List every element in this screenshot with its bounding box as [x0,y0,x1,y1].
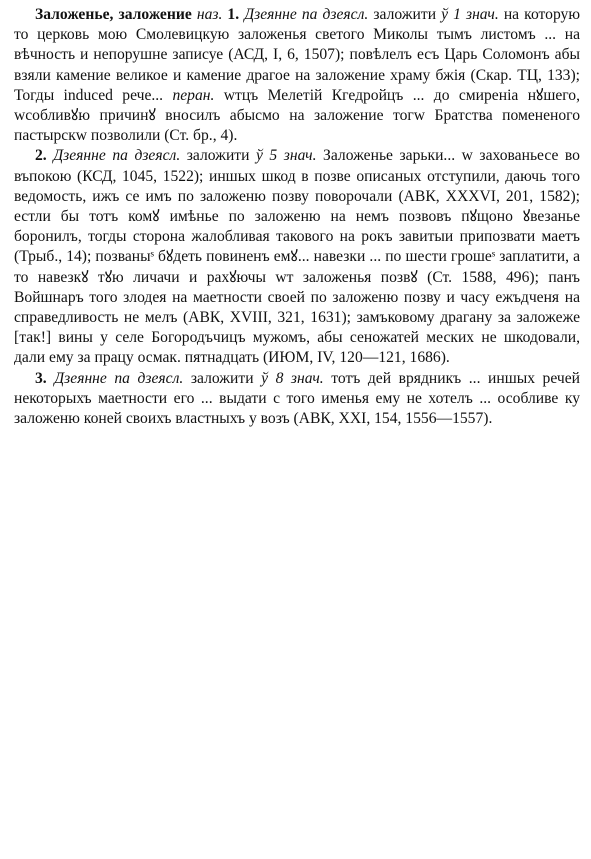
sense-ref: ў 8 знач. [261,369,324,387]
headword: Заложенье, заложение [35,6,192,23]
sense-definition: Дзеянне па дзеясл. [244,6,369,23]
figurative-text: wтцъ Мелетій Кгедройцъ ... до смиреніа нꙋшего, wсобливꙋю причинꙋ вносилъ абысмо на заложение тогw Братства помененого пастырскw позволили (Ст. бр., 4). [14,86,580,145]
sense-number: 1. [227,6,240,23]
figurative-label: перан. [172,86,215,104]
part-of-speech: наз. [196,6,223,23]
sense-number: 2. [35,147,47,165]
sense-body: тотъ дей врядникъ ... иншых речей некоторыхъ маетности его ... выдати с того именья ему не хотелъ ... особливе ку заложеню коней своихъ властныхъ у возъ (АВК, XXI, 154, 1556—1557). [14,369,580,428]
sense-definition: Дзеянне па дзеясл. [54,369,184,387]
sense-body: Заложенье зарьки... w захованьесе во въпокою (КСД, 1045, 1522); иншых шкод в позве описаных отступили, даючь того ведомость, ижъ се имъ по заложеню позву поворочали (АВК, XXXVI, 201, 1582); естли бы тотъ комꙋ имѣнье по заложеню на немъ позвовъ пꙋщоно ꙋвезанье боронилъ, тогды сторона жалобливая такового на рокъ завитыи припозвати маетъ (Трыб., 14); позваныˢ бꙋдеть повиненъ емꙋ... навезки ... по шести грошеˢ заплатити, а то навезкꙋ тꙋю личачи и рахꙋючы wт заложенья позвꙋ (Ст. 1588, 496); панъ Войшнаръ того злодея на маетности своей по заложеню позву и часу ежъдченя на справедливость не мелъ (АВК, XVIII, 321, 1631); замъковому драгану за заложеже [так!] вины у селе Богородъчицъ мужомъ, абы сеножатей меских не шкодовали, дали ему за працу осмак. пятнадцать (ИЮМ, IV, 120—121, 1686). [14,147,580,367]
sense-ref: ў 1 знач. [441,6,499,23]
sense-2 [14,146,580,368]
sense-lead: заложити [183,369,262,387]
sense-body: на которую то церковь мою Смолевицкую заложенья светого Миколы тымъ листомъ ... на вѣчность и непорушне записуе (АСД, I, 6, 1507); повѣлелъ есъ Царь Соломонъ абы взяли камение великое и камение драгое на заложение храму бжія (Скар. ТЦ, 133); Тогды induced рече... [14,6,580,104]
sense-number: 3. [35,369,47,387]
sense-lead: заложити [180,147,256,165]
sense-definition: Дзеянне па дзеясл. [53,147,181,165]
sense-lead: заложити [368,6,442,23]
sense-ref: ў 5 знач. [255,147,317,165]
sense-3 [14,369,580,430]
sense-1 [14,5,580,146]
